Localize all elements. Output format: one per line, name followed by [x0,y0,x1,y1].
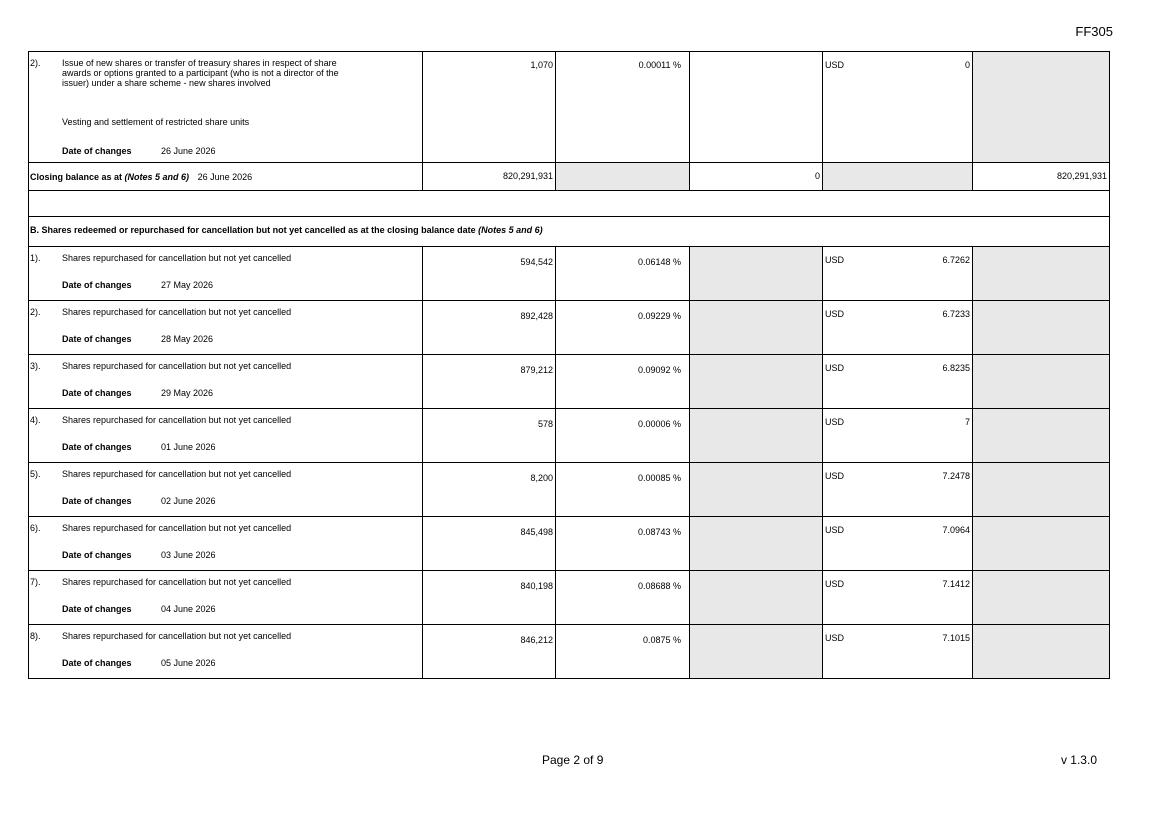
date-value: 04 June 2026 [161,604,216,614]
shares-cell: 840,198 [423,571,556,625]
price-amount: 6.8235 [942,363,970,373]
percent-cell: 0.00011 % [556,52,690,163]
currency: USD [825,255,845,265]
row-a2-description-cell [29,52,423,163]
gray-cell [556,163,690,191]
gray-cell [690,463,823,517]
shares-cell: 892,428 [423,301,556,355]
date-value: 02 June 2026 [161,496,216,506]
row-number: 5). [30,469,41,479]
gray-cell [690,355,823,409]
price-amount: 7.2478 [942,471,970,481]
page-number: Page 2 of 9 [542,753,604,767]
date-label: Date of changes [62,442,132,452]
row-number: 7). [30,577,41,587]
price-amount: 7.1015 [942,633,970,643]
gray-cell [823,163,973,191]
row-number: 6). [30,523,41,533]
price-cell [823,409,973,463]
repurchase-row [29,355,1110,409]
shares-cell: 594,542 [423,247,556,301]
percent-cell: 0.00085 % [556,463,690,517]
gray-cell [690,247,823,301]
shares-cell: 879,212 [423,355,556,409]
percent-cell: 0.08743 % [556,517,690,571]
repurchase-description: Shares repurchased for cancellation but not yet cancelled [62,415,292,425]
closing-balance-row [29,163,1110,191]
repurchase-row [29,517,1110,571]
date-label: Date of changes [62,658,132,668]
date-value: 28 May 2026 [161,334,214,344]
empty-cell [690,52,823,163]
closing-treasury: 0 [690,163,823,191]
date-value: 03 June 2026 [161,550,216,560]
repurchase-description: Shares repurchased for cancellation but not yet cancelled [62,469,292,479]
date-value: 26 June 2026 [161,146,216,156]
date-value: 05 June 2026 [161,658,216,668]
date-label: Date of changes [62,146,132,156]
closing-balance-label: Closing balance as at (Notes 5 and 6) 26 June 2026 [29,163,423,191]
currency: USD [825,471,845,481]
repurchase-description: Shares repurchased for cancellation but not yet cancelled [62,361,292,371]
date-label: Date of changes [62,550,132,560]
gray-cell [973,301,1110,355]
price-amount: 0 [964,60,970,70]
currency: USD [825,525,845,535]
gray-cell [973,247,1110,301]
closing-date: 26 June 2026 [197,172,253,182]
repurchase-description-cell [29,409,423,463]
date-label: Date of changes [62,604,132,614]
currency: USD [825,579,845,589]
repurchase-row [29,571,1110,625]
price-amount: 7 [964,417,970,427]
price-cell [823,571,973,625]
price-amount: 7.1412 [942,579,970,589]
shares-cell: 8,200 [423,463,556,517]
repurchase-description: Shares repurchased for cancellation but not yet cancelled [62,253,292,263]
closing-shares: 820,291,931 [423,163,556,191]
price-cell [823,463,973,517]
section-b-header-row [29,217,1110,247]
gray-cell [973,52,1110,163]
row-number: 3). [30,361,41,371]
section-b-title: B. Shares redeemed or repurchased for cancellation but not yet cancelled as at the closing balance date (Notes 5 and 6) [29,217,1110,247]
row-a2 [29,52,1110,163]
gray-cell [973,517,1110,571]
date-label: Date of changes [62,388,132,398]
repurchase-description: Shares repurchased for cancellation but not yet cancelled [62,577,292,587]
date-label: Date of changes [62,334,132,344]
currency: USD [825,633,845,643]
form-code: FF305 [1075,24,1113,39]
price-cell [823,355,973,409]
repurchase-row [29,625,1110,679]
gray-cell [690,571,823,625]
repurchase-description-cell [29,571,423,625]
percent-cell: 0.09229 % [556,301,690,355]
form-table-container [28,51,1109,679]
date-value: 01 June 2026 [161,442,216,452]
row-a2-detail: Vesting and settlement of restricted share units [62,117,250,127]
repurchase-description: Shares repurchased for cancellation but not yet cancelled [62,631,292,641]
repurchase-description: Shares repurchased for cancellation but not yet cancelled [62,523,292,533]
row-number: 4). [30,415,41,425]
date-value: 27 May 2026 [161,280,214,290]
percent-cell: 0.08688 % [556,571,690,625]
date-label: Date of changes [62,280,132,290]
percent-cell: 0.0875 % [556,625,690,679]
gray-cell [690,625,823,679]
price-cell [823,517,973,571]
closing-total: 820,291,931 [973,163,1110,191]
row-number: 2). [30,58,41,68]
row-number: 1). [30,253,41,263]
shares-cell: 845,498 [423,517,556,571]
repurchase-row [29,463,1110,517]
currency: USD [825,363,845,373]
price-cell [823,625,973,679]
gray-cell [973,571,1110,625]
repurchase-description-cell [29,355,423,409]
gray-cell [690,517,823,571]
price-amount: 7.0964 [942,525,970,535]
gray-cell [973,355,1110,409]
date-value: 29 May 2026 [161,388,214,398]
repurchase-description-cell [29,625,423,679]
spacer-row [29,191,1110,217]
gray-cell [973,625,1110,679]
currency: USD [825,60,845,70]
repurchase-description-cell [29,301,423,355]
row-a2-description: Issue of new shares or transfer of treasury shares in respect of share awards or options granted to a participant (who is not a director of the issuer) under a share scheme - new shares involved [62,58,339,88]
version-label: v 1.3.0 [1060,753,1097,767]
repurchase-description-cell [29,247,423,301]
price-amount: 6.7262 [942,255,970,265]
price-cell [823,301,973,355]
gray-cell [973,409,1110,463]
shares-cell: 578 [423,409,556,463]
repurchase-description-cell [29,517,423,571]
percent-cell: 0.06148 % [556,247,690,301]
repurchase-row [29,301,1110,355]
share-movements-table [28,51,1110,679]
gray-cell [973,463,1110,517]
repurchase-row [29,409,1110,463]
price-cell [823,247,973,301]
currency: USD [825,309,845,319]
repurchase-row [29,247,1110,301]
percent-cell: 0.00006 % [556,409,690,463]
percent-cell: 0.09092 % [556,355,690,409]
row-number: 8). [30,631,41,641]
repurchase-description-cell [29,463,423,517]
currency: USD [825,417,845,427]
repurchase-description: Shares repurchased for cancellation but not yet cancelled [62,307,292,317]
gray-cell [690,301,823,355]
shares-cell: 1,070 [423,52,556,163]
row-number: 2). [30,307,41,317]
price-amount: 6.7233 [942,309,970,319]
shares-cell: 846,212 [423,625,556,679]
gray-cell [690,409,823,463]
price-cell [823,52,973,163]
date-label: Date of changes [62,496,132,506]
